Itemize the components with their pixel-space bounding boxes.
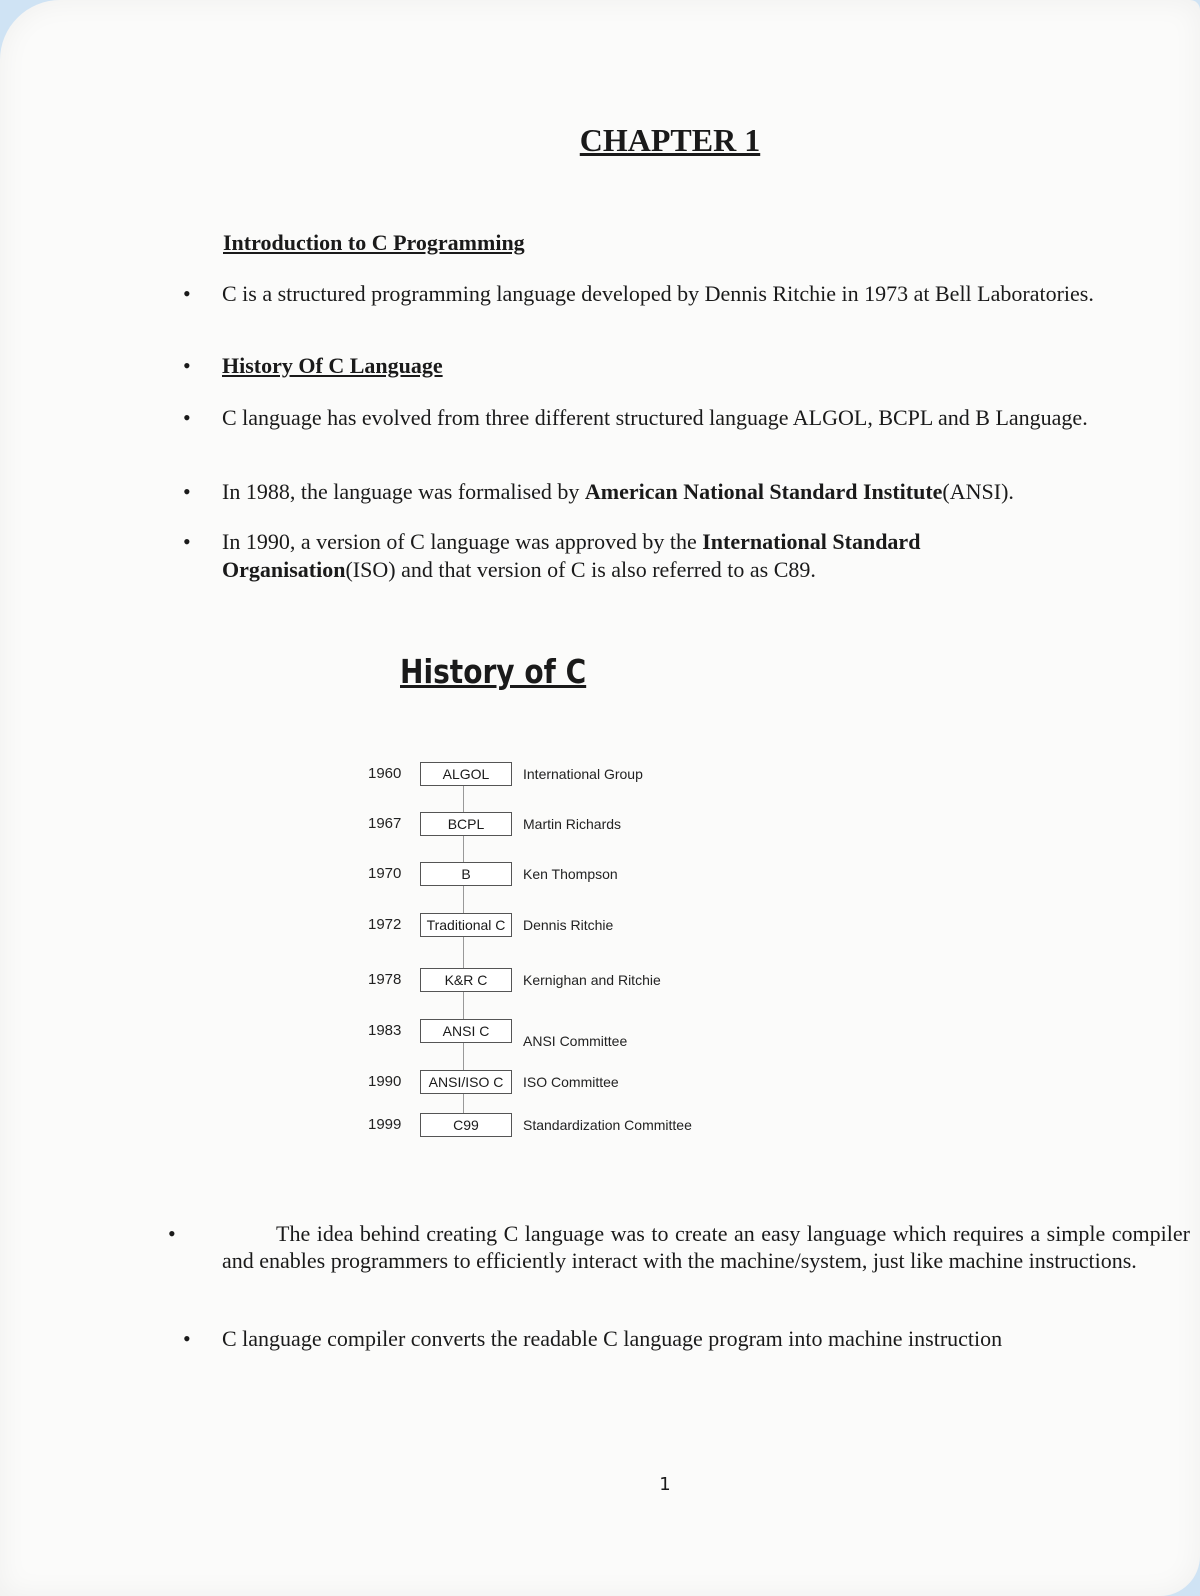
bullet-ansi-pre: In 1988, the language was formalised by <box>222 479 585 504</box>
bullet-iso <box>222 528 1072 584</box>
timeline-row <box>360 812 740 838</box>
timeline-language-box: B <box>420 862 512 886</box>
timeline-year: 1967 <box>368 815 402 832</box>
bullet-marker: • <box>168 1221 176 1246</box>
history-heading: History Of C Language <box>222 353 443 378</box>
bullet-marker: • <box>183 353 191 378</box>
bullet-ansi-bold: American National Standard Institute <box>584 479 943 504</box>
timeline-creator: ANSI Committee <box>523 1033 628 1049</box>
timeline-year: 1960 <box>368 765 402 782</box>
timeline-row <box>360 1113 740 1139</box>
timeline-language-box: K&R C <box>420 968 512 992</box>
timeline-creator: Dennis Ritchie <box>523 917 614 933</box>
timeline-creator: Martin Richards <box>523 816 622 832</box>
bullet-ansi <box>222 478 1127 506</box>
timeline-year: 1970 <box>368 865 402 882</box>
timeline-year: 1978 <box>368 971 402 988</box>
timeline-language-box: BCPL <box>420 812 512 836</box>
timeline-year: 1983 <box>368 1022 402 1039</box>
timeline-row <box>360 862 740 888</box>
bullet-iso-pre: In 1990, a version of C language was approved by the <box>222 529 703 554</box>
bullet-iso-post: (ISO) and that version of C is also referred to as C89. <box>345 557 816 582</box>
timeline-creator: Ken Thompson <box>523 866 618 882</box>
bullet-marker: • <box>183 529 191 554</box>
bullet-marker: • <box>183 281 191 306</box>
bullet-iso-bold: International Standard Organisation <box>222 529 921 582</box>
timeline-language-box: ANSI C <box>420 1019 512 1043</box>
timeline-language-box: ALGOL <box>420 762 512 786</box>
timeline-row <box>360 1070 740 1096</box>
idea-paragraph <box>168 1220 1190 1274</box>
timeline-row <box>360 1019 740 1049</box>
bullet-marker: • <box>183 1326 191 1351</box>
bullet-evolved: C language has evolved from three different structured language ALGOL, BCPL and B Language. <box>222 405 1088 430</box>
timeline-year: 1999 <box>368 1116 402 1133</box>
idea-paragraph-text: The idea behind creating C language was to create an easy language which requires a simple compiler and enables programmers to efficiently interact with the machine/system, just like machine instructions. <box>222 1221 1190 1273</box>
timeline-language-box: C99 <box>420 1113 512 1137</box>
intro-heading: Introduction to C Programming <box>223 230 525 255</box>
diagram-title: History of C <box>400 652 587 691</box>
timeline-row <box>360 968 740 994</box>
timeline-language-box: Traditional C <box>420 913 512 937</box>
timeline-year: 1990 <box>368 1073 402 1090</box>
chapter-title: CHAPTER 1 <box>579 122 761 158</box>
timeline-creator: Kernighan and Ritchie <box>523 972 661 988</box>
timeline-creator: ISO Committee <box>523 1074 619 1090</box>
timeline-creator: Standardization Committee <box>523 1117 692 1133</box>
timeline-creator: International Group <box>523 766 643 782</box>
bullet-marker: • <box>183 479 191 504</box>
page-number: 1 <box>659 1474 671 1495</box>
timeline-row <box>360 913 740 939</box>
bullet-ansi-post: (ANSI). <box>942 479 1014 504</box>
timeline-year: 1972 <box>368 916 402 933</box>
bullet-marker: • <box>183 405 191 430</box>
timeline-language-box: ANSI/ISO C <box>420 1070 512 1094</box>
bullet-compiler: C language compiler converts the readable C language program into machine instruction <box>222 1326 1003 1351</box>
timeline-row <box>360 762 740 788</box>
bullet-developed-by: C is a structured programming language developed by Dennis Ritchie in 1973 at Bell Laboratories. <box>222 281 1094 306</box>
